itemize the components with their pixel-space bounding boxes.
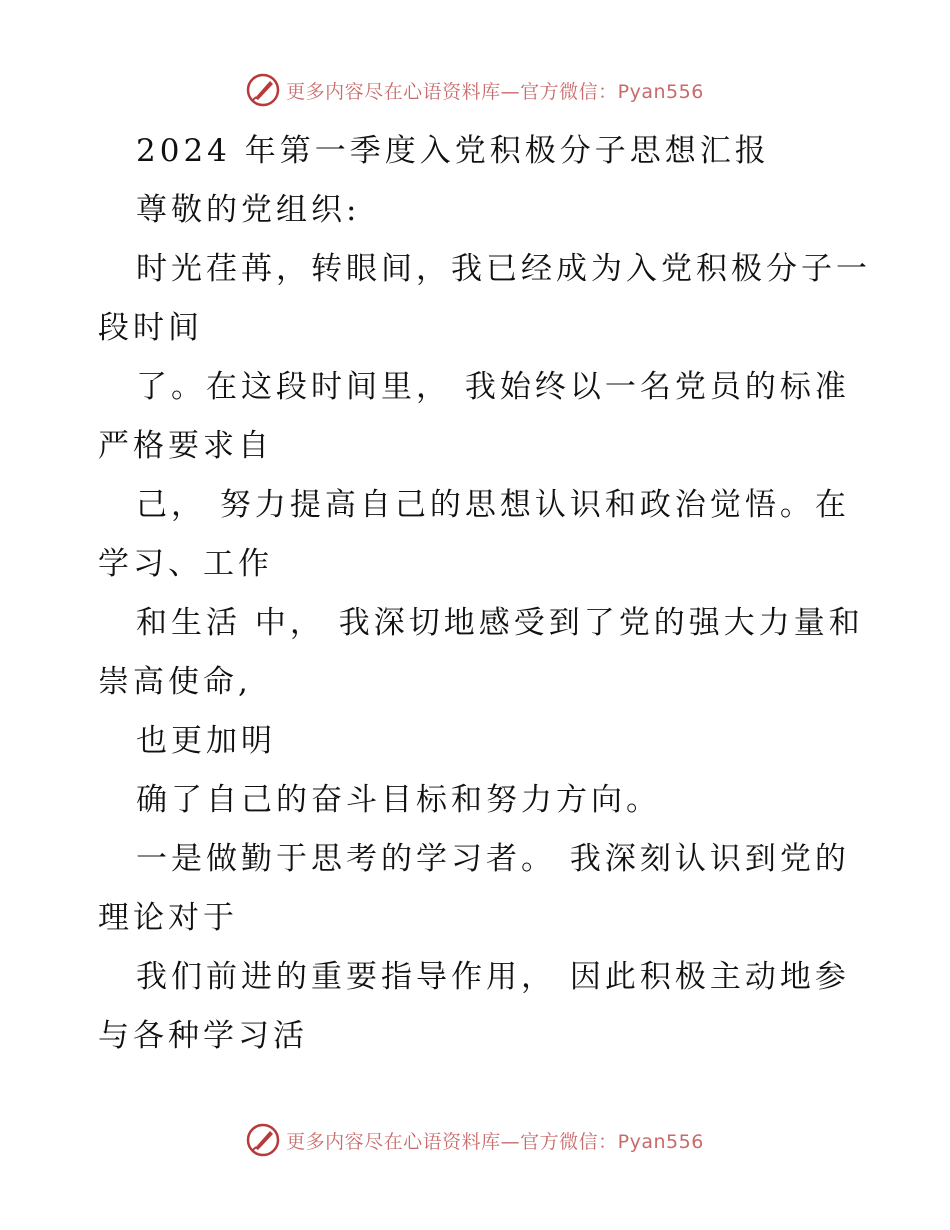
- watermark-text: 更多内容尽在心语资料库—官方微信：Pyan556: [286, 80, 704, 103]
- body-line: 一是做勤于思考的学习者。 我深刻认识到党的: [136, 841, 850, 877]
- header-watermark: [0, 70, 950, 110]
- body-line: 我们前进的重要指导作用， 因此积极主动地参: [136, 959, 850, 995]
- watermark-text: 更多内容尽在心语资料库—官方微信：Pyan556: [286, 1130, 704, 1153]
- body-line: 段时间: [98, 310, 203, 346]
- body-line: 己， 努力提高自己的思想认识和政治觉悟。在: [136, 487, 850, 523]
- quill-logo-icon: [246, 73, 280, 107]
- document-body: [98, 122, 871, 1066]
- body-line: 了。在这段时间里， 我始终以一名党员的标准: [136, 369, 850, 405]
- quill-logo-icon: [246, 1123, 280, 1157]
- document-title: 2024 年第一季度入党积极分子思想汇报: [136, 133, 770, 169]
- body-line: 崇高使命,: [98, 664, 252, 700]
- body-line: 学习、工作: [98, 546, 273, 582]
- body-line: 和生活 中， 我深切地感受到了党的强大力量和: [136, 605, 864, 641]
- footer-watermark: [0, 1120, 950, 1160]
- body-line: 时光荏苒，转眼间，我已经成为入党积极分子一: [136, 251, 871, 287]
- body-line: 严格要求自: [98, 428, 273, 464]
- body-line: 也更加明: [136, 723, 276, 759]
- body-line: 确了自己的奋斗目标和努力方向。: [136, 782, 661, 818]
- salutation: 尊敬的党组织:: [136, 192, 361, 228]
- body-line: 理论对于: [98, 900, 238, 936]
- body-line: 与各种学习活: [98, 1018, 308, 1054]
